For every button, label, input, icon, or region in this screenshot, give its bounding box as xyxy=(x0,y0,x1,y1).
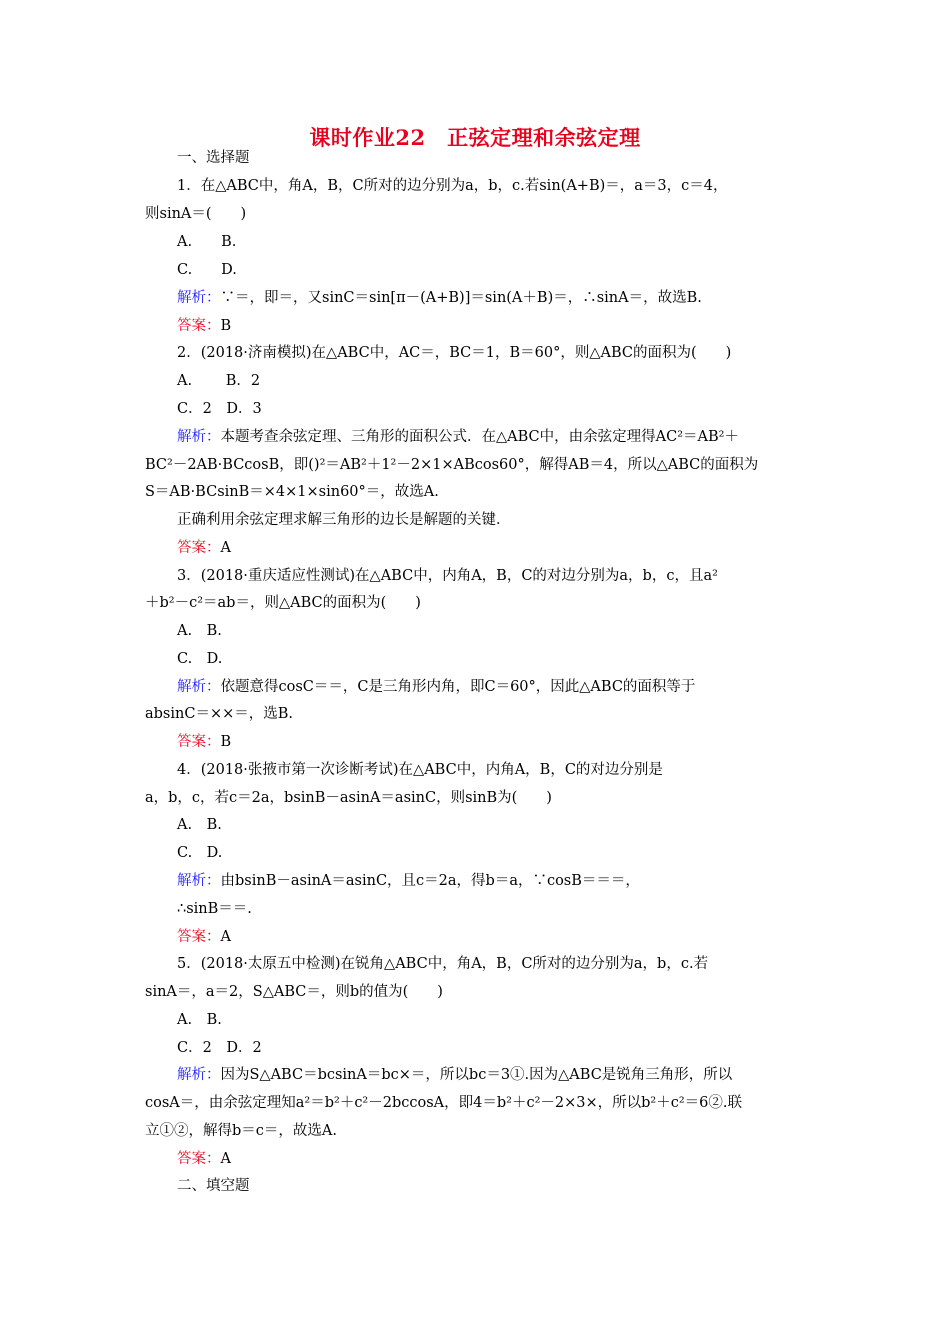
q2-analysis-line1 xyxy=(177,427,739,447)
analysis-label: 解析： xyxy=(177,873,221,889)
q4-analysis-line1 xyxy=(177,871,640,891)
q1-stem-line2: 则sinA＝( ) xyxy=(145,206,247,222)
q3-answer xyxy=(177,732,231,752)
q4-stem-line1: 4．(2018·张掖市第一次诊断考试)在△ABC中，内角A，B，C的对边分别是 xyxy=(177,762,663,778)
answer-label: 答案： xyxy=(177,1151,221,1167)
answer-label: 答案： xyxy=(177,540,221,556)
q3-analysis-line1 xyxy=(177,677,695,697)
q5-options-cd: C．2 D．2 xyxy=(177,1040,262,1056)
q1-analysis xyxy=(177,288,702,308)
analysis-label: 解析： xyxy=(177,290,221,306)
q1-answer xyxy=(177,316,231,336)
answer-label: 答案： xyxy=(177,318,221,334)
q1-stem-line1: 1．在△ABC中，角A，B，C所对的边分别为a，b，c.若sin(A+B)＝，a＝3，c＝4， xyxy=(177,178,728,194)
analysis-label: 解析： xyxy=(177,1067,221,1083)
q4-stem-line2: a，b，c，若c＝2a，bsinB－asinA＝asinC，则sinB为( ) xyxy=(145,790,552,806)
q3-answer-value: B xyxy=(220,734,232,750)
q3-analysis-text1: 依题意得cosC＝＝，C是三角形内角，即C＝60°，因此△ABC的面积等于 xyxy=(220,679,696,695)
q3-options-cd: C. D. xyxy=(177,651,223,667)
q2-note: 正确利用余弦定理求解三角形的边长是解题的关键． xyxy=(177,512,511,528)
q4-options-cd: C. D. xyxy=(177,845,223,861)
q3-analysis-line2: absinC＝××＝，选B. xyxy=(145,706,294,722)
q2-options-ab: A. B．2 xyxy=(177,373,261,389)
q2-options-cd: C．2 D．3 xyxy=(177,401,262,417)
q2-answer-value: A xyxy=(220,540,231,556)
q4-analysis-line2: ∴sinB＝＝. xyxy=(177,901,252,917)
q3-stem-line1: 3．(2018·重庆适应性测试)在△ABC中，内角A，B，C的对边分别为a，b，c，且a² xyxy=(177,568,718,584)
q1-answer-value: B xyxy=(220,318,232,334)
q5-analysis-line3: 立①②，解得b＝c＝，故选A. xyxy=(145,1123,337,1139)
q4-answer xyxy=(177,927,231,947)
q3-stem-line2: ＋b²－c²＝ab＝，则△ABC的面积为( ) xyxy=(145,595,421,611)
q5-analysis-line1 xyxy=(177,1065,732,1085)
q2-analysis-line3: S＝AB·BCsinB＝×4×1×sin60°＝，故选A. xyxy=(145,484,439,500)
q5-analysis-text1: 因为S△ABC＝bcsinA＝bc×＝，所以bc＝3①.因为△ABC是锐角三角形，所以 xyxy=(220,1067,733,1083)
q4-analysis-text1: 由bsinB－asinA＝asinC，且c＝2a，得b＝a，∵cosB＝＝＝， xyxy=(220,873,640,889)
q2-analysis-line2: BC²－2AB·BCcosB，即()²＝AB²＋1²－2×1×ABcos60°，解得AB＝4，所以△ABC的面积为 xyxy=(145,457,759,473)
page-title: 课时作业22 正弦定理和余弦定理 xyxy=(309,125,641,150)
q2-analysis-text1: 本题考查余弦定理、三角形的面积公式．在△ABC中，由余弦定理得AC²＝AB²＋ xyxy=(220,429,739,445)
q5-stem-line2: sinA＝，a＝2，S△ABC＝，则b的值为( ) xyxy=(145,984,443,1000)
q2-answer xyxy=(177,538,231,558)
q4-answer-value: A xyxy=(220,929,231,945)
q5-stem-line1: 5．(2018·太原五中检测)在锐角△ABC中，角A，B，C所对的边分别为a，b，c.若 xyxy=(177,956,709,972)
q1-options-ab: A. B. xyxy=(177,234,237,250)
analysis-label: 解析： xyxy=(177,429,221,445)
q2-stem: 2．(2018·济南模拟)在△ABC中，AC＝，BC＝1，B＝60°，则△ABC的面积为( ) xyxy=(177,345,732,361)
analysis-label: 解析： xyxy=(177,679,221,695)
q5-answer xyxy=(177,1149,231,1169)
q5-options-ab: A. B. xyxy=(177,1012,222,1028)
section-heading-choice: 一、选择题 xyxy=(177,150,250,166)
q1-analysis-text: ∵＝，即＝，又sinC＝sin[π－(A+B)]＝sin(A＋B)＝，∴sinA＝，故选B. xyxy=(220,290,702,306)
q3-options-ab: A. B. xyxy=(177,623,222,639)
q1-options-cd: C. D. xyxy=(177,262,237,278)
answer-label: 答案： xyxy=(177,734,221,750)
section-heading-fill: 二、填空题 xyxy=(177,1178,250,1194)
q4-options-ab: A. B. xyxy=(177,817,222,833)
answer-label: 答案： xyxy=(177,929,221,945)
q5-answer-value: A xyxy=(220,1151,231,1167)
q5-analysis-line2: cosA＝，由余弦定理知a²＝b²＋c²－2bccosA，即4＝b²＋c²－2×3×，所以b²＋c²＝6②.联 xyxy=(145,1095,743,1111)
